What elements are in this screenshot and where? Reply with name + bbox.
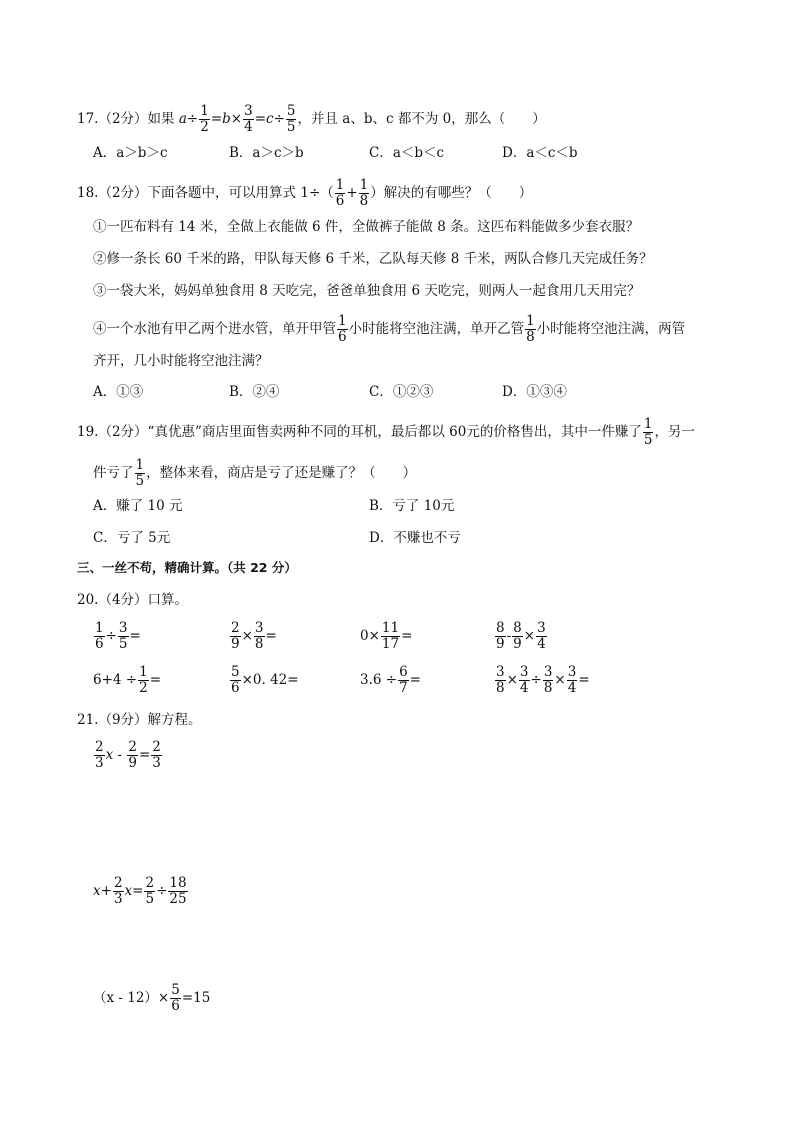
option-a[interactable]: A．a＞b＞c — [93, 145, 168, 161]
q19-stem: 19.（2分）“真优惠”商店里面售卖两种不同的耳机，最后都以 60元的价格售出，其中一件赚了 — [77, 424, 642, 440]
question-19 — [77, 417, 695, 448]
fraction: $\frac{1}{8}$ — [359, 177, 369, 209]
text: ，整体来看，商店是亏了还是赚了？（ ） — [146, 465, 417, 481]
question-17 — [77, 104, 546, 135]
op: = — [254, 111, 267, 127]
equation-2: x+ $\frac{2}{3}$ x= $\frac{2}{5}$ ÷ $\frac{18}{25}$ — [93, 875, 187, 907]
var-a: a — [178, 111, 187, 127]
op: ÷ — [186, 111, 199, 127]
fraction: $\frac{3}{4}$ — [244, 103, 253, 135]
option-c[interactable]: C．亏了 5元 — [93, 530, 171, 546]
option-d[interactable]: D．a＜c＜b — [502, 145, 578, 161]
fraction: $\frac{1}{8}$ — [526, 313, 535, 345]
op: × — [230, 111, 243, 127]
calc-item: $\frac{5}{6}$ ×0. 42= — [231, 664, 299, 696]
q18-item-2: ②修一条长 60 千米的路，甲队每天修 6 千米，乙队每天修 8 千米，两队合修几天完成任务？ — [93, 251, 653, 267]
q18-item-3: ③一袋大米，妈妈单独食用 8 天吃完，爸爸单独食用 6 天吃完，则两人一起食用几天用完？ — [93, 283, 641, 299]
option-b[interactable]: B．a＞c＞b — [229, 145, 304, 161]
question-19-cont — [93, 458, 416, 489]
op: ÷ — [273, 111, 285, 127]
text: 小时能将空池注满，单开乙管 — [348, 321, 525, 337]
calc-item: 0× $\frac{11}{17}$ = — [360, 620, 413, 652]
option-a[interactable]: A．赚了 10 元 — [93, 498, 183, 514]
var-c: c — [266, 111, 274, 127]
q18-item-4 — [93, 314, 685, 345]
text: ，另一 — [654, 424, 695, 440]
option-b[interactable]: B．亏了 10元 — [369, 498, 455, 514]
q18-item-4-cont: 齐开，几小时能将空池注满？ — [93, 353, 269, 369]
calc-item: 3.6 ÷ $\frac{6}{7}$ = — [360, 664, 421, 696]
text: ④一个水池有甲乙两个进水管，单开甲管 — [93, 321, 336, 337]
q17-tail: ，并且 a、b、c 都不为 0，那么（ ） — [297, 111, 546, 127]
option-a[interactable]: A．①③ — [93, 384, 144, 400]
q18-tail: ）解决的有哪些？（ ） — [370, 185, 533, 201]
option-d[interactable]: D．①③④ — [502, 384, 567, 400]
q17-stem: 17.（2分）如果 — [77, 111, 175, 127]
option-b[interactable]: B．②④ — [229, 384, 280, 400]
op: + — [346, 185, 358, 201]
option-c[interactable]: C．a＜b＜c — [369, 145, 445, 161]
calc-item: $\frac{1}{6}$ ÷ $\frac{3}{5}$ = — [95, 620, 141, 652]
fraction: $\frac{1}{5}$ — [643, 416, 653, 448]
option-d[interactable]: D．不赚也不亏 — [369, 530, 461, 546]
equation-1: $\frac{2}{3}$ x - $\frac{2}{9}$ = $\frac{2}{3}$ — [95, 739, 161, 771]
equation-3: （x - 12）× $\frac{5}{6}$ =15 — [93, 982, 211, 1014]
text: 小时能将空池注满，两管 — [536, 321, 686, 337]
op: = — [210, 111, 223, 127]
calc-item: $\frac{8}{9}$ - $\frac{8}{9}$ × $\frac{3}{4}$ — [496, 620, 546, 652]
calc-item: $\frac{2}{9}$ × $\frac{3}{8}$ = — [231, 620, 277, 652]
fraction: $\frac{5}{5}$ — [286, 103, 296, 135]
question-18 — [77, 178, 532, 209]
var-b: b — [222, 111, 231, 127]
calc-item: 6+4 ÷ $\frac{1}{2}$ = — [93, 664, 161, 696]
fraction: $\frac{1}{6}$ — [338, 313, 347, 345]
fraction: $\frac{1}{6}$ — [335, 177, 345, 209]
option-c[interactable]: C．①②③ — [369, 384, 434, 400]
question-21: 21.（9分）解方程。 — [77, 712, 202, 728]
question-20: 20.（4分）口算。 — [77, 592, 189, 608]
section-heading: 三、一丝不苟，精确计算。（共 22 分） — [77, 560, 297, 575]
text: 件亏了 — [93, 465, 134, 481]
q18-item-1: ①一匹布料有 14 米，全做上衣能做 6 件，全做裤子能做 8 条。这匹布料能做多少套衣服？ — [93, 219, 640, 235]
calc-item: $\frac{3}{8}$ × $\frac{3}{4}$ ÷ $\frac{3}{8}$ × $\frac{3}{4}$ = — [496, 664, 590, 696]
fraction: $\frac{1}{2}$ — [200, 103, 209, 135]
q18-stem: 18.（2分）下面各题中，可以用算式 1÷（ — [77, 185, 334, 201]
fraction: $\frac{1}{5}$ — [135, 457, 145, 489]
